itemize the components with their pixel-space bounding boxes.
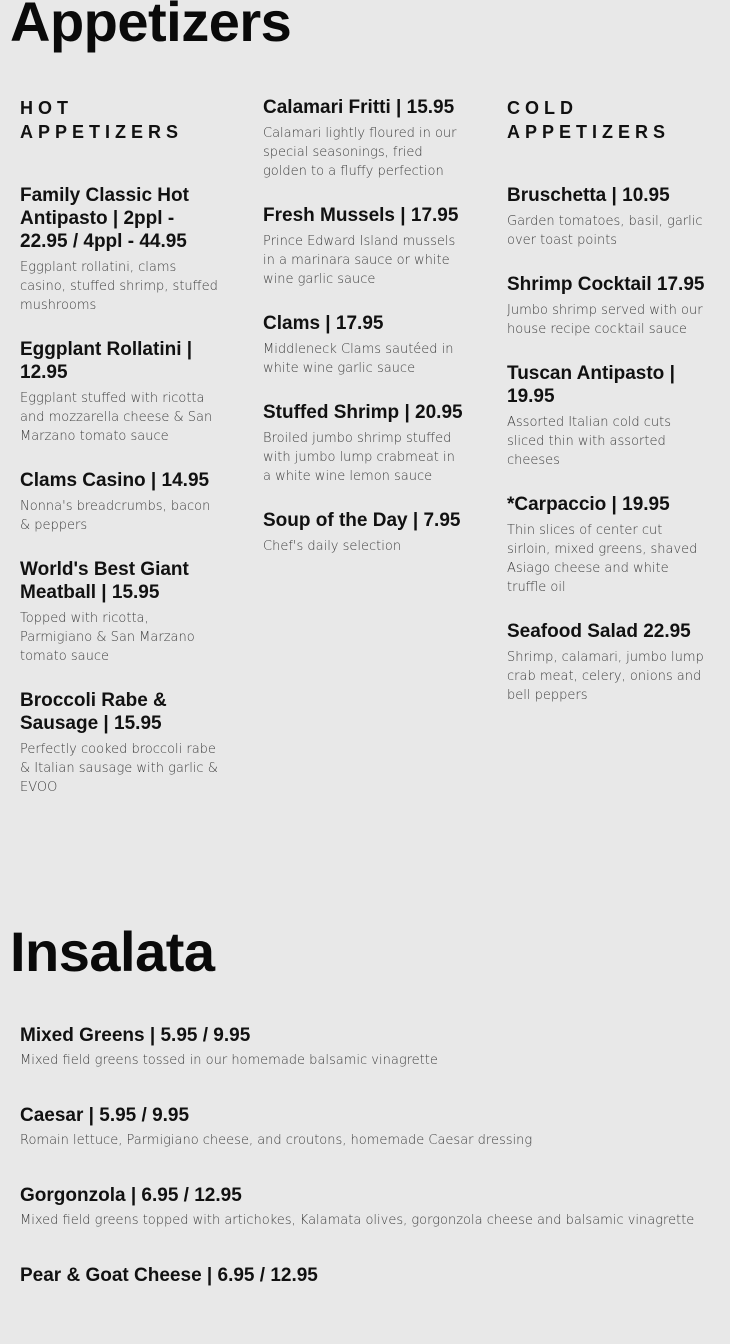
menu-item [20, 558, 220, 666]
menu-item-description: Eggplant stuffed with ricotta and mozzarella cheese & San Marzano tomato sauce [20, 391, 213, 444]
menu-item-description: Garden tomatoes, basil, garlic over toast points [507, 214, 703, 248]
salad-item-description: Mixed field greens tossed in our homemade balsamic vinagrette [20, 1053, 438, 1068]
menu-item [263, 96, 463, 181]
salad-item [20, 1184, 720, 1264]
menu-item-name: Calamari Fritti | 15.95 [263, 97, 455, 118]
menu-item [263, 509, 463, 556]
menu-item-name: Bruschetta | 10.95 [507, 185, 670, 206]
appetizers-title: Appetizers [10, 0, 292, 53]
menu-item-name: Seafood Salad 22.95 [507, 621, 691, 642]
menu-item-name: Shrimp Cocktail 17.95 [507, 274, 705, 295]
salad-item-name: Mixed Greens | 5.95 / 9.95 [20, 1025, 251, 1046]
cold-appetizers-heading: COLD APPETIZERS [507, 98, 671, 142]
salad-item-name: Pear & Goat Cheese | 6.95 / 12.95 [20, 1265, 318, 1286]
insalata-title: Insalata [10, 920, 215, 983]
menu-item-name: Family Classic Hot Antipasto | 2ppl - 22.95 / 4ppl - 44.95 [20, 185, 189, 252]
menu-item-description: Broiled jumbo shrimp stuffed with jumbo lump crabmeat in a white wine lemon sauce [263, 431, 455, 484]
menu-item-name: Soup of the Day | 7.95 [263, 510, 461, 531]
menu-item [507, 493, 707, 597]
salad-item [20, 1264, 720, 1344]
menu-item-name: Clams | 17.95 [263, 313, 384, 334]
menu-item [263, 401, 463, 486]
menu-item-description: Assorted Italian cold cuts sliced thin with assorted cheeses [507, 415, 672, 468]
salad-item-description: Mixed field greens topped with artichokes, Kalamata olives, gorgonzola cheese and balsamic vinagrette [20, 1213, 695, 1228]
menu-item-name: Eggplant Rollatini | 12.95 [20, 339, 193, 383]
cold-appetizers-column [507, 96, 707, 728]
menu-item [20, 184, 220, 315]
menu-item [507, 273, 707, 339]
menu-item-name: Tuscan Antipasto | 19.95 [507, 363, 675, 407]
menu-item [263, 204, 463, 289]
salad-item [20, 1024, 720, 1104]
more-hot-appetizers-column [263, 96, 463, 579]
menu-item-name: World's Best Giant Meatball | 15.95 [20, 559, 189, 603]
salad-list [20, 1024, 720, 1344]
menu-item-description: Nonna's breadcrumbs, bacon & peppers [20, 499, 211, 533]
menu-item-description: Prince Edward Island mussels in a marinara sauce or white wine garlic sauce [263, 234, 456, 287]
menu-item-name: Fresh Mussels | 17.95 [263, 205, 459, 226]
menu-item-name: Stuffed Shrimp | 20.95 [263, 402, 463, 423]
hot-appetizers-column [20, 96, 220, 820]
menu-item-description: Shrimp, calamari, jumbo lump crab meat, celery, onions and bell peppers [507, 650, 704, 703]
menu-item-description: Thin slices of center cut sirloin, mixed greens, shaved Asiago cheese and white truffle oil [507, 523, 698, 595]
menu-item-description: Perfectly cooked broccoli rabe & Italian sausage with garlic & EVOO [20, 742, 218, 795]
hot-appetizers-heading: HOT APPETIZERS [20, 98, 184, 142]
menu-item [20, 338, 220, 446]
menu-item [20, 689, 220, 797]
menu-item-description: Chef's daily selection [263, 539, 402, 554]
salad-item-name: Caesar | 5.95 / 9.95 [20, 1105, 190, 1126]
menu-item-description: Calamari lightly floured in our special seasonings, fried golden to a fluffy perfection [263, 126, 457, 179]
salad-item-description: Romain lettuce, Parmigiano cheese, and croutons, homemade Caesar dressing [20, 1133, 533, 1148]
menu-item [263, 312, 463, 378]
menu-item-name: Broccoli Rabe & Sausage | 15.95 [20, 690, 167, 734]
menu-item-description: Eggplant rollatini, clams casino, stuffed shrimp, stuffed mushrooms [20, 260, 218, 313]
menu-item-description: Middleneck Clams sautéed in white wine garlic sauce [263, 342, 454, 376]
salad-item-name: Gorgonzola | 6.95 / 12.95 [20, 1185, 242, 1206]
menu-item-name: *Carpaccio | 19.95 [507, 494, 670, 515]
menu-item-description: Jumbo shrimp served with our house recipe cocktail sauce [507, 303, 703, 337]
menu-item-name: Clams Casino | 14.95 [20, 470, 210, 491]
menu-item-description: Topped with ricotta, Parmigiano & San Marzano tomato sauce [20, 611, 195, 664]
menu-item [507, 184, 707, 250]
menu-item [507, 620, 707, 705]
menu-item [507, 362, 707, 470]
menu-item [20, 469, 220, 535]
salad-item [20, 1104, 720, 1184]
